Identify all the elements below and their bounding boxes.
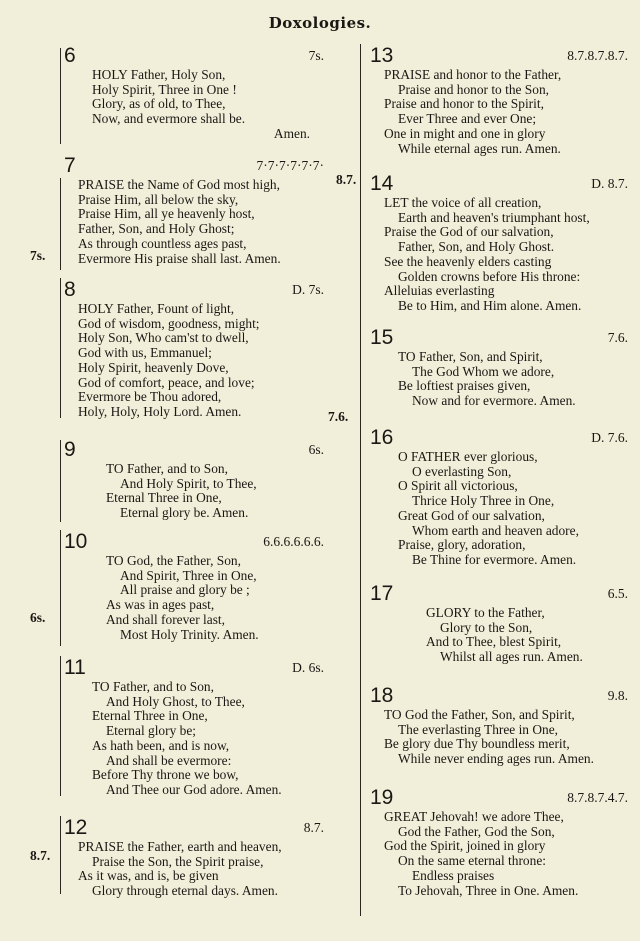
verse-line: One in might and one in glory bbox=[384, 125, 546, 141]
verse-line: HOLY Father, Fount of light, bbox=[78, 301, 235, 316]
hymn-6 bbox=[60, 44, 328, 142]
verse-line: Praise Him, all below the sky, bbox=[78, 191, 239, 207]
verse-line: Glory to the Son, bbox=[440, 619, 533, 635]
margin-meter: 6s. bbox=[30, 610, 46, 625]
verse-line: Before Thy throne we bow, bbox=[92, 767, 239, 783]
hymn-11 bbox=[60, 656, 328, 798]
hymn-meter: D. 7.6. bbox=[591, 430, 628, 445]
verse-line: O everlasting Son, bbox=[412, 463, 512, 479]
hymn-text bbox=[366, 350, 632, 409]
hymn-19 bbox=[366, 786, 632, 898]
hymn-meter: 8.7.8.7.4.7. bbox=[567, 790, 628, 805]
verse-line: As it was, and is, be given bbox=[78, 868, 219, 884]
verse-line: PRAISE the Father, earth and heaven, bbox=[78, 839, 282, 854]
hymn-number: 11 bbox=[64, 656, 86, 679]
verse-line: LET the voice of all creation, bbox=[384, 195, 542, 210]
verse-line: The everlasting Three in One, bbox=[398, 721, 559, 737]
verse-line: Praise and honor to the Spirit, bbox=[384, 96, 544, 112]
verse-line: God with us, Emmanuel; bbox=[78, 345, 212, 361]
hymn-header bbox=[60, 656, 328, 680]
hymn-number: 19 bbox=[370, 786, 394, 809]
verse-line: Now and for evermore. Amen. bbox=[412, 393, 576, 409]
verse-line: God the Father, God the Son, bbox=[398, 823, 555, 839]
hymn-number: 9 bbox=[64, 438, 76, 461]
hymn-meter: 6.5. bbox=[607, 586, 628, 601]
hymn-text bbox=[60, 554, 328, 642]
hymn-8 bbox=[60, 278, 328, 420]
hymn-number: 13 bbox=[370, 44, 394, 67]
verse-line: PRAISE the Name of God most high, bbox=[78, 177, 280, 192]
verse-line: Most Holy Trinity. Amen. bbox=[120, 626, 259, 642]
hymn-text bbox=[60, 462, 328, 521]
hymn-15 bbox=[366, 326, 632, 409]
hymn-text bbox=[366, 810, 632, 898]
margin-meter: 8.7. bbox=[336, 172, 357, 187]
verse-line: Golden crowns before His throne: bbox=[398, 268, 581, 284]
verse-line: On the same eternal throne: bbox=[398, 853, 546, 869]
verse-line: Praise the God of our salvation, bbox=[384, 224, 554, 240]
hymn-text bbox=[60, 302, 328, 420]
verse-line: God the Spirit, joined in glory bbox=[384, 838, 546, 854]
hymn-meter: 7.6. bbox=[607, 330, 628, 345]
hymn-header bbox=[366, 684, 632, 708]
hymn-text bbox=[366, 196, 632, 314]
verse-line: And to Thee, blest Spirit, bbox=[426, 634, 562, 650]
verse-line: Be glory due Thy boundless merit, bbox=[384, 736, 570, 752]
verse-line: GLORY to the Father, bbox=[426, 605, 545, 620]
hymn-17 bbox=[366, 582, 632, 665]
verse-line: Evermore His praise shall last. Amen. bbox=[78, 250, 281, 266]
verse-line: O FATHER ever glorious, bbox=[398, 449, 538, 464]
verse-line: TO Father, Son, and Spirit, bbox=[398, 349, 543, 364]
verse-line: Praise and honor to the Son, bbox=[398, 81, 549, 97]
verse-line: TO God the Father, Son, and Spirit, bbox=[384, 707, 575, 722]
verse-line: And Holy Ghost, to Thee, bbox=[106, 693, 245, 709]
verse-line: Praise, glory, adoration, bbox=[398, 537, 526, 553]
hymn-header bbox=[60, 816, 328, 840]
verse-line: Holy, Holy, Holy Lord. Amen. bbox=[78, 403, 242, 419]
verse-line: TO God, the Father, Son, bbox=[106, 553, 241, 568]
verse-line: Great God of our salvation, bbox=[398, 507, 545, 523]
verse-line: Now, and evermore shall be. bbox=[92, 111, 246, 127]
hymn-number: 10 bbox=[64, 530, 88, 553]
verse-line: Holy Spirit, heavenly Dove, bbox=[78, 359, 229, 375]
hymn-header bbox=[60, 438, 328, 462]
hymn-text bbox=[60, 840, 328, 899]
verse-line: To Jehovah, Three in One. Amen. bbox=[398, 882, 579, 898]
verse-line: As through countless ages past, bbox=[78, 235, 247, 251]
verse-line: Eternal glory be; bbox=[106, 723, 196, 739]
verse-line: Praise the Son, the Spirit praise, bbox=[92, 853, 264, 869]
verse-line: Evermore be Thou adored, bbox=[78, 389, 222, 405]
hymn-18 bbox=[366, 684, 632, 767]
hymn-7 bbox=[60, 154, 328, 266]
amen-line: Amen. bbox=[273, 125, 310, 141]
hymn-header bbox=[366, 44, 632, 68]
verse-line: God of wisdom, goodness, might; bbox=[78, 315, 260, 331]
verse-line: And shall be evermore: bbox=[106, 752, 232, 768]
hymn-meter: 7s. bbox=[308, 48, 324, 63]
hymn-meter: 8.7.8.7.8.7. bbox=[567, 48, 628, 63]
verse-line: Alleluias everlasting bbox=[384, 283, 495, 299]
margin-meter: 8.7. bbox=[30, 848, 51, 863]
hymn-12 bbox=[60, 816, 328, 899]
hymn-number: 18 bbox=[370, 684, 394, 707]
verse-line: Holy Spirit, Three in One ! bbox=[92, 81, 237, 97]
verse-line: Father, Son, and Holy Ghost; bbox=[78, 221, 235, 237]
hymn-10 bbox=[60, 530, 328, 642]
verse-line: Father, Son, and Holy Ghost. bbox=[398, 239, 555, 255]
hymn-text bbox=[60, 178, 328, 266]
verse-line: TO Father, and to Son, bbox=[106, 461, 228, 476]
hymn-number: 6 bbox=[64, 44, 76, 67]
verse-line: And Spirit, Three in One, bbox=[120, 567, 257, 583]
hymn-header bbox=[366, 786, 632, 810]
verse-line: And Holy Spirit, to Thee, bbox=[120, 475, 257, 491]
hymn-9 bbox=[60, 438, 328, 521]
hymn-header bbox=[366, 426, 632, 450]
hymn-meter: 7·7·7·7·7·7· bbox=[256, 158, 324, 173]
verse-line: Glory, as of old, to Thee, bbox=[92, 96, 226, 112]
verse-line: Eternal Three in One, bbox=[106, 490, 222, 506]
verse-line: While never ending ages run. Amen. bbox=[398, 751, 594, 767]
margin-meter: 7s. bbox=[30, 248, 46, 263]
hymn-number: 16 bbox=[370, 426, 394, 449]
verse-line: O Spirit all victorious, bbox=[398, 478, 518, 494]
verse-line: See the heavenly elders casting bbox=[384, 253, 552, 269]
verse-line: Ever Three and ever One; bbox=[398, 111, 537, 127]
hymn-meter: D. 7s. bbox=[292, 282, 324, 297]
hymn-14 bbox=[366, 172, 632, 314]
verse-line: All praise and glory be ; bbox=[120, 582, 250, 598]
verse-line: Be to Him, and Him alone. Amen. bbox=[398, 297, 582, 313]
hymn-header bbox=[366, 582, 632, 606]
verse-line: GREAT Jehovah! we adore Thee, bbox=[384, 809, 564, 824]
hymn-number: 7 bbox=[64, 154, 76, 177]
verse-line: Whom earth and heaven adore, bbox=[412, 522, 579, 538]
verse-line: God of comfort, peace, and love; bbox=[78, 374, 255, 390]
hymn-text bbox=[366, 606, 632, 665]
hymn-16 bbox=[366, 426, 632, 568]
hymn-meter: 9.8. bbox=[607, 688, 628, 703]
margin-meter: 7.6. bbox=[328, 409, 349, 424]
hymn-13 bbox=[366, 44, 632, 156]
hymn-meter: D. 6s. bbox=[292, 660, 324, 675]
verse-line: Eternal Three in One, bbox=[92, 708, 208, 724]
verse-line: PRAISE and honor to the Father, bbox=[384, 67, 562, 82]
hymn-meter: 6s. bbox=[308, 442, 324, 457]
hymn-meter: D. 8.7. bbox=[591, 176, 628, 191]
hymn-number: 14 bbox=[370, 172, 394, 195]
verse-line: As was in ages past, bbox=[106, 597, 215, 613]
verse-line: Glory through eternal days. Amen. bbox=[92, 883, 278, 899]
hymn-text bbox=[60, 68, 328, 142]
page-title: Doxologies. bbox=[268, 14, 372, 32]
hymn-text bbox=[366, 450, 632, 568]
verse-line: Eternal glory be. Amen. bbox=[120, 505, 249, 521]
verse-line: Praise Him, all ye heavenly host, bbox=[78, 206, 255, 222]
hymn-text bbox=[366, 708, 632, 767]
hymn-header bbox=[60, 530, 328, 554]
verse-line: Be loftiest praises given, bbox=[398, 378, 531, 394]
verse-line: While eternal ages run. Amen. bbox=[398, 140, 561, 156]
hymn-number: 17 bbox=[370, 582, 394, 605]
verse-line: TO Father, and to Son, bbox=[92, 679, 214, 694]
hymn-text bbox=[366, 68, 632, 156]
verse-line: As hath been, and is now, bbox=[92, 737, 230, 753]
verse-line: And Thee our God adore. Amen. bbox=[106, 781, 282, 797]
hymn-header bbox=[60, 154, 328, 178]
verse-line: Whilst all ages run. Amen. bbox=[440, 649, 583, 665]
column-divider bbox=[360, 44, 361, 916]
hymn-number: 12 bbox=[64, 816, 88, 839]
hymn-header bbox=[366, 326, 632, 350]
hymn-header bbox=[60, 278, 328, 302]
verse-line: Earth and heaven's triumphant host, bbox=[398, 209, 590, 225]
hymn-meter: 6.6.6.6.6.6. bbox=[263, 534, 324, 549]
hymn-number: 8 bbox=[64, 278, 76, 301]
hymn-header bbox=[366, 172, 632, 196]
hymn-text bbox=[60, 680, 328, 798]
verse-line: Thrice Holy Three in One, bbox=[412, 493, 555, 509]
verse-line: Endless praises bbox=[412, 867, 495, 883]
verse-line: Be Thine for evermore. Amen. bbox=[412, 551, 577, 567]
verse-line: Holy Son, Who cam'st to dwell, bbox=[78, 330, 249, 346]
verse-line: HOLY Father, Holy Son, bbox=[92, 67, 226, 82]
verse-line: The God Whom we adore, bbox=[412, 363, 555, 379]
verse-line: And shall forever last, bbox=[106, 611, 225, 627]
hymn-meter: 8.7. bbox=[303, 820, 324, 835]
hymn-header bbox=[60, 44, 328, 68]
hymn-number: 15 bbox=[370, 326, 394, 349]
